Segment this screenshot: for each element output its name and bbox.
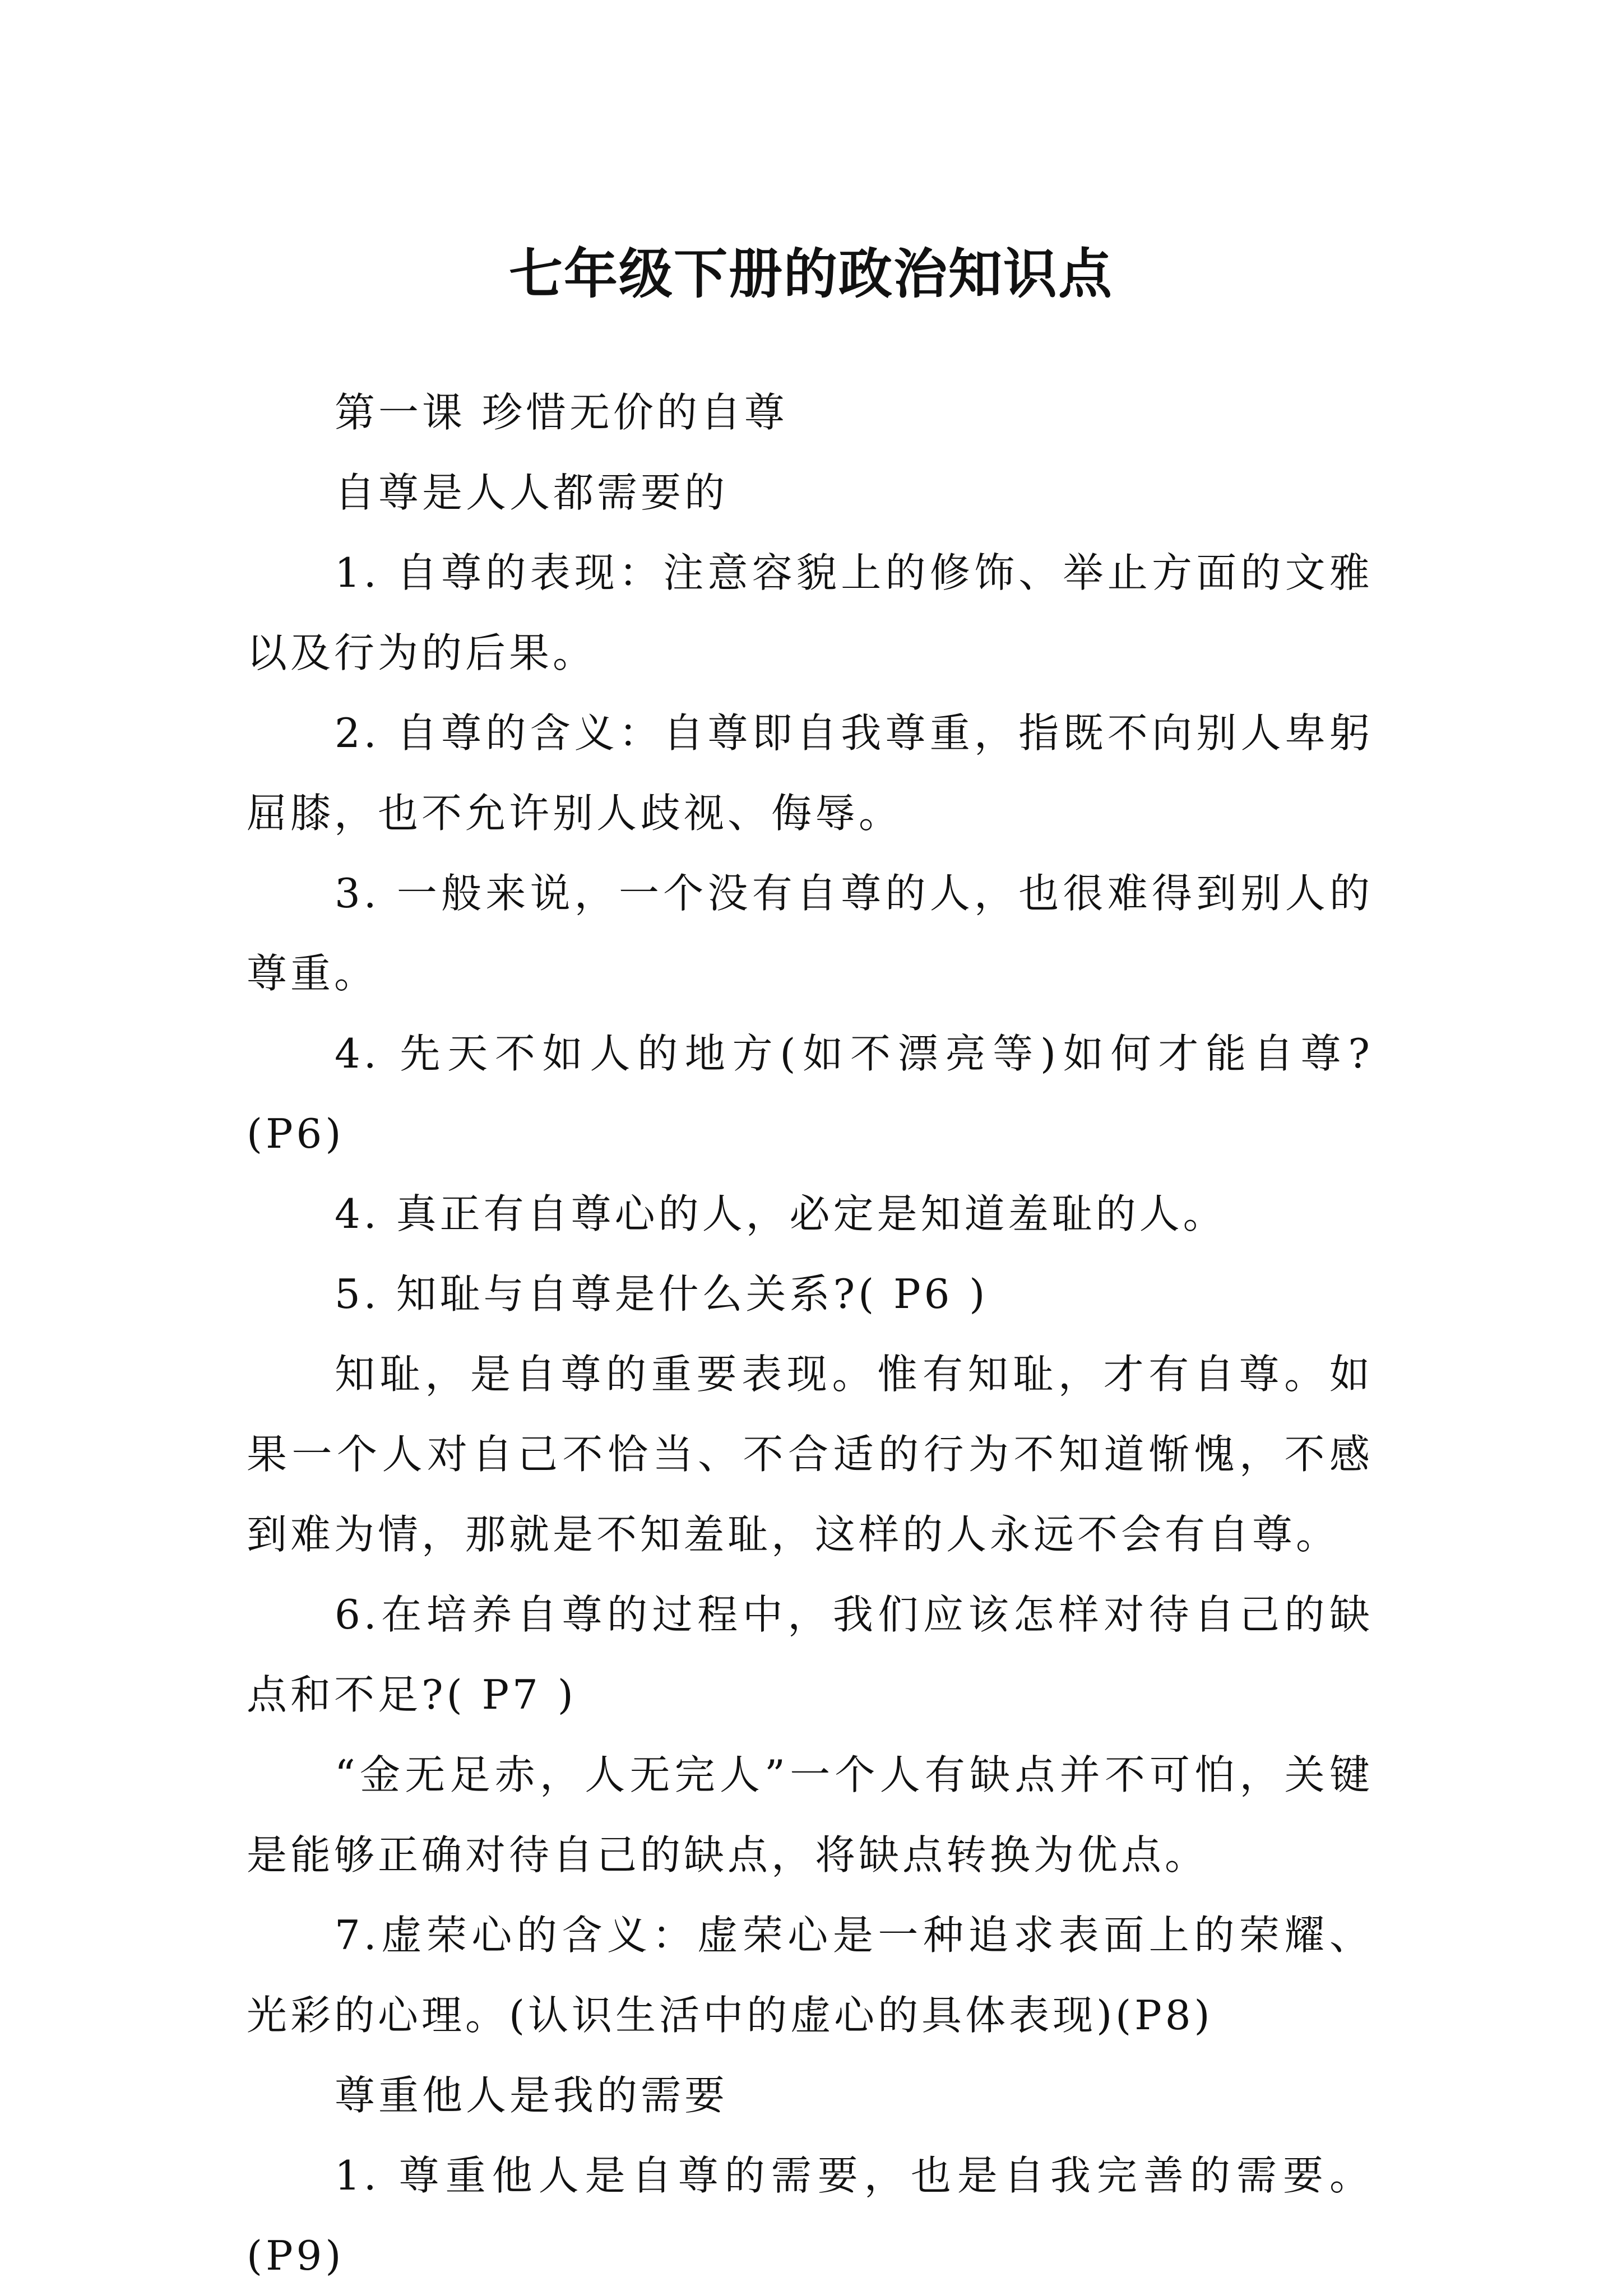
section-heading: 自尊是人人都需要的 xyxy=(335,469,729,516)
paragraph: 1. 自尊的表现：注意容貌上的修饰、举止方面的文雅以及行为的后果。 xyxy=(247,549,1373,676)
paragraph: 2. 自尊的含义：自尊即自我尊重，指既不向别人卑躬屈膝，也不允许别人歧视、侮辱。 xyxy=(247,709,1373,837)
lesson-heading: 第一课 珍惜无价的自尊 xyxy=(335,389,788,436)
paragraph: 6.在培养自尊的过程中，我们应该怎样对待自己的缺点和不足?( P7 ) xyxy=(247,1591,1373,1718)
paragraph: 4. 先天不如人的地方(如不漂亮等)如何才能自尊?(P6) xyxy=(247,1030,1373,1157)
document-body xyxy=(247,373,1373,2296)
paragraph: 4. 真正有自尊心的人，必定是知道羞耻的人。 xyxy=(335,1190,1227,1237)
paragraph: 知耻，是自尊的重要表现。惟有知耻，才有自尊。如果一个人对自己不恰当、不合适的行为不知道惭愧，不感到难为情，那就是不知羞耻，这样的人永远不会有自尊。 xyxy=(247,1351,1373,1558)
paragraph: 7.虚荣心的含义：虚荣心是一种追求表面上的荣耀、光彩的心理。(认识生活中的虚心的具体表现)(P8) xyxy=(247,1912,1373,2039)
paragraph: “金无足赤，人无完人”一个人有缺点并不可怕，关键是能够正确对待自己的缺点，将缺点转换为优点。 xyxy=(247,1751,1373,1878)
paragraph: 3. 一般来说，一个没有自尊的人，也很难得到别人的尊重。 xyxy=(247,870,1373,997)
paragraph: 1. 尊重他人是自尊的需要，也是自我完善的需要。(P9) xyxy=(247,2152,1373,2279)
section-heading: 尊重他人是我的需要 xyxy=(335,2072,729,2119)
paragraph: 5. 知耻与自尊是什么关系?( P6 ) xyxy=(335,1270,989,1318)
document-title: 七年级下册的政治知识点 xyxy=(509,242,1113,306)
